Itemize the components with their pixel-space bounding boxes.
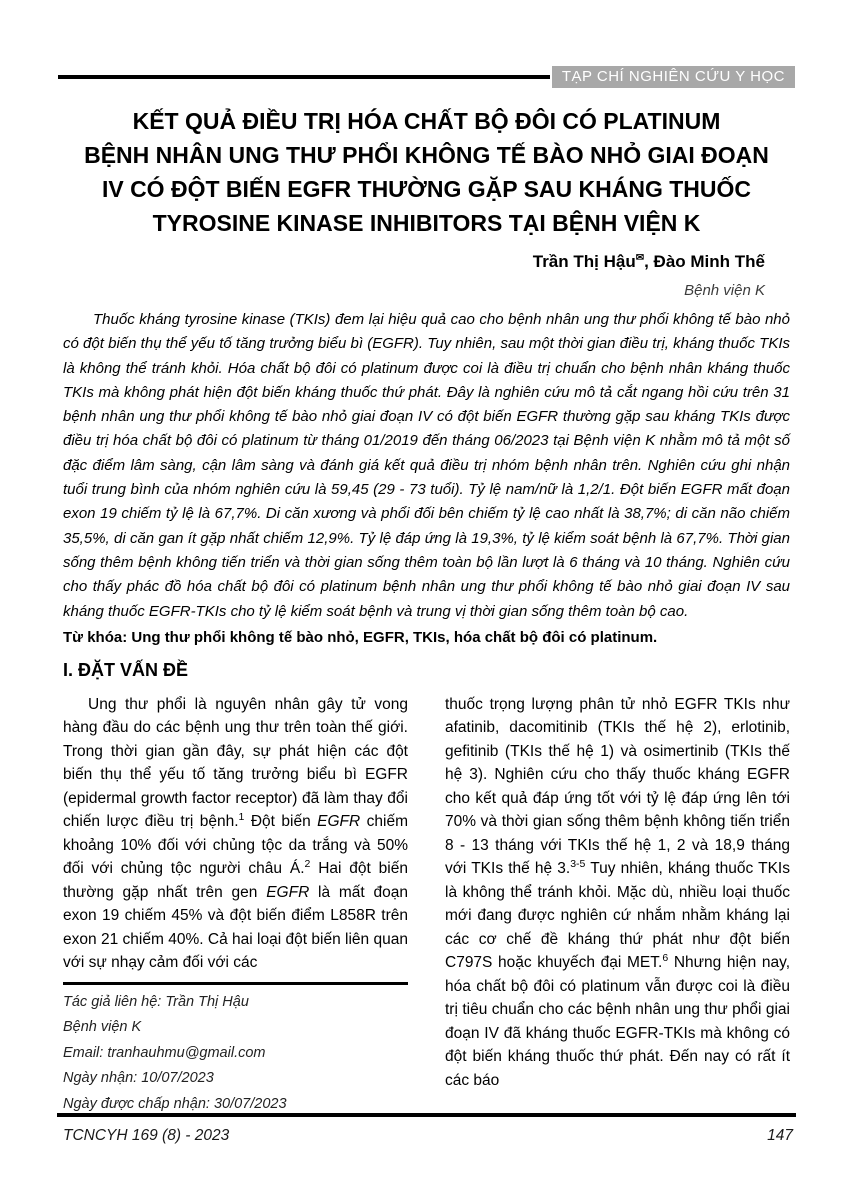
abstract-paragraph: Thuốc kháng tyrosine kinase (TKIs) đem lại hiệu quả cao cho bệnh nhân ung thư phổi không tế bào nhỏ có đột biến thụ thể yếu tố tăng trưởng biểu bì (EGFR). Tuy nhiên, sau một thời gian điều trị, kháng thuốc TKIs là không thể tránh khỏi. Hóa chất bộ đôi có platinum được coi là điều trị chuẩn cho bệnh nhân kháng thuốc TKIs mà không phát hiện đột biến kháng thuốc thứ phát. Đây là nghiên cứu mô tả cắt ngang hồi cứu trên 31 bệnh nhân ung thư phổi không tế bào nhỏ giai đoạn IV có đột biến EGFR thường gặp sau kháng TKIs được điều trị hóa chất bộ đôi có platinum từ tháng 01/2019 đến tháng 06/2023 tại Bệnh viện K nhằm mô tả một số đặc điểm lâm sàng, cận lâm sàng và đánh giá kết quả điều trị nhóm bệnh nhân trên. Nghiên cứu ghi nhận tuổi trung bình của nhóm nghiên cứu là 59,45 (29 - 73 tuổi). Tỷ lệ nam/nữ là 1,2/1. Đột biến EGFR mất đoạn exon 19 chiếm tỷ lệ là 67,7%. Di căn xương và phổi đối bên chiếm tỷ lệ cao nhất là 38,7%; di căn não chiếm 35,5%, di căn gan ít gặp nhất chiếm 12,9%. Tỷ lệ đáp ứng là 19,3%, tỷ lệ kiểm soát bệnh là 67,7%. Thời gian sống thêm bệnh không tiến triển và thời gian sống thêm toàn bộ lần lượt là 6 tháng và 10 tháng. Nghiên cứu cho thấy phác đồ hóa chất bộ đôi có platinum bệnh nhân ung thư phổi không tế bào nhỏ giai đoạn IV sau kháng thuốc EGFR-TKIs cho tỷ lệ kiểm soát bệnh và trung vị thời gian sống thêm toàn bộ cao. [63,311,790,620]
affiliation: Bệnh viện K [684,282,765,299]
keywords-line: Từ khóa: Ung thư phổi không tế bào nhỏ, EGFR, TKIs, hóa chất bộ đôi có platinum. [63,628,658,646]
section-heading-intro: I. ĐẶT VẤN ĐỀ [63,659,189,680]
journal-reference: TCNCYH 169 (8) - 2023 [63,1127,230,1144]
envelope-icon: ✉ [635,252,645,264]
journal-name-badge [552,66,795,88]
authors-line [63,252,790,272]
footnote-affiliation: Bệnh viện K [63,1019,142,1036]
header-rule [58,75,550,79]
footnote-received-date: Ngày nhận: 10/07/2023 [63,1070,214,1087]
footer-rule [57,1113,796,1117]
right-column [445,693,790,1118]
author-name-secondary: , Đào Minh Thế [644,252,765,271]
footnote-corresponding-author: Tác giả liên hệ: Trần Thị Hậu [63,993,249,1010]
page-number: 147 [767,1127,793,1144]
article-title [63,104,790,240]
footnote-email: Email: tranhauhmu@gmail.com [63,1044,266,1061]
footnote-separator [63,982,408,985]
author-name-primary: Trần Thị Hậu [532,252,636,271]
page-footer [63,1127,793,1145]
title-line-2: BỆNH NHÂN UNG THƯ PHỔI KHÔNG TẾ BÀO NHỎ GIAI ĐOẠN [84,142,769,168]
intro-paragraph-left: Ung thư phổi là nguyên nhân gây tử vong hàng đầu do các bệnh ung thư trên toàn thế giới. Trong thời gian gần đây, sự phát hiện các đột biến thụ thể yếu tố tăng trưởng biểu bì EGFR (epidermal growth factor receptor) đã làm thay đổi chiến lược điều trị bệnh.$^1$ Đột biến EGFR chiếm khoảng 10% đối với chủng tộc da trắng và 50% đối với chủng tộc người châu Á.$^2$ Hai đột biến thường gặp nhất trên gen EGFR là mất đoạn exon 19 chiếm 45% và đột biến điểm L858R trên exon 21 chiếm 40%. Cả hai loại đột biến liên quan với sự nhạy cảm đối với các [63,695,408,972]
left-column [63,693,408,1118]
footnote-accepted-date: Ngày được chấp nhận: 30/07/2023 [63,1095,287,1112]
footnote-block [63,990,408,1118]
intro-paragraph-right: thuốc trọng lượng phân tử nhỏ EGFR TKIs như afatinib, dacomitinib (TKIs thế hệ 2), erlotinib, gefitinib (TKIs thế hệ 1) và osimertinib (TKIs thế hệ 3). Nghiên cứu cho thấy thuốc kháng EGFR cho kết quả đáp ứng tốt với tỷ lệ đáp ứng lên tới 70% và thời gian sống thêm bệnh không tiến triển 8 - 13 tháng với TKIs thế hệ 1, 2 và 18,9 tháng với TKIs thế hệ 3.$^{3-5}$ Tuy nhiên, kháng thuốc TKIs là không thể tránh khỏi. Mặc dù, nhiều loại thuốc mới đang được nghiên cứ nhắm nhằm kháng lại các cơ chế đề kháng thứ phát như đột biến C797S hoặc khuyếch đại MET.$^6$ Nhưng hiện nay, hóa chất bộ đôi có platinum vẫn được coi là điều trị tiêu chuẩn cho các bệnh nhân ung thư phổi giai đoạn IV đã kháng thuốc EGFR-TKIs mà không có đột biến kháng thuốc thứ phát. Đến nay có rất ít các báo [445,695,790,1089]
body-columns [63,693,790,1118]
title-line-1: KẾT QUẢ ĐIỀU TRỊ HÓA CHẤT BỘ ĐÔI CÓ PLATINUM [132,108,721,134]
title-line-3: IV CÓ ĐỘT BIẾN EGFR THƯỜNG GẶP SAU KHÁNG THUỐC [101,176,752,202]
title-line-4: TYROSINE KINASE INHIBITORS TẠI BỆNH VIỆN K [152,210,701,236]
journal-name: TẠP CHÍ NGHIÊN CỨU Y HỌC [561,68,785,85]
journal-header [58,0,795,88]
